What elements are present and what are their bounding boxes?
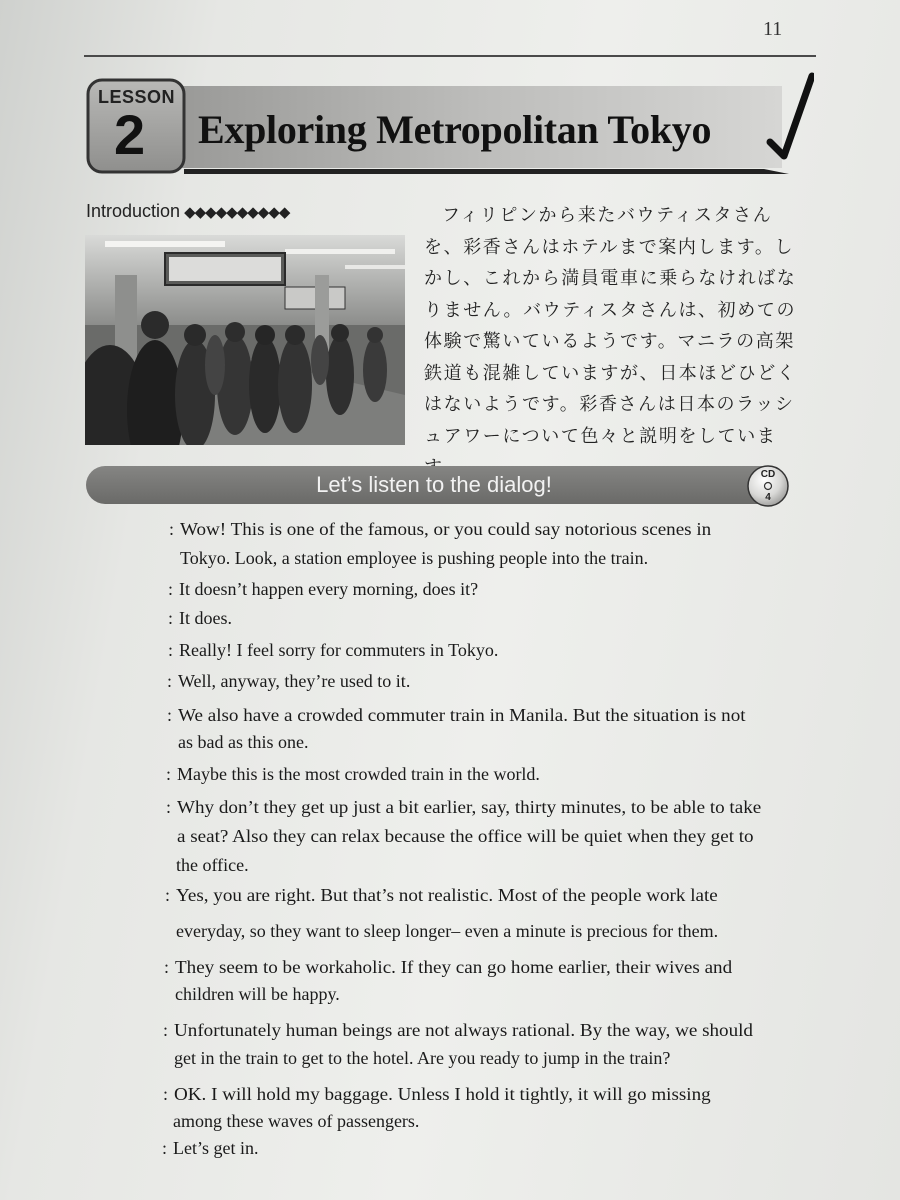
- introduction-heading: [86, 201, 289, 222]
- station-crowd-image: [85, 235, 405, 445]
- speaker-colon: :: [167, 705, 173, 725]
- speaker-colon: :: [166, 797, 172, 817]
- dialog-line: They seem to be workaholic. If they can go home earlier, their wives and: [175, 957, 733, 977]
- speaker-colon: :: [169, 519, 175, 539]
- dialog-line: the office.: [176, 855, 249, 875]
- dialog-line: Well, anyway, they’re used to it.: [178, 671, 411, 691]
- speaker-colon: :: [168, 608, 174, 628]
- dialog-line: Yes, you are right. But that’s not realistic. Most of the people work late: [176, 885, 718, 905]
- dialog-line: Wow! This is one of the famous, or you could say notorious scenes in: [180, 519, 712, 539]
- dialog-line: get in the train to get to the hotel. Are you ready to jump in the train?: [174, 1048, 671, 1068]
- speaker-colon: :: [163, 1084, 169, 1104]
- dialog-line: as bad as this one.: [178, 732, 309, 752]
- dialog-line: Really! I feel sorry for commuters in Tokyo.: [179, 640, 499, 660]
- speaker-colon: :: [167, 671, 173, 691]
- dialog-line: Tokyo. Look, a station employee is pushing people into the train.: [180, 548, 649, 568]
- cd-label: CD: [760, 469, 776, 480]
- speaker-colon: :: [162, 1138, 168, 1158]
- lesson-banner: [84, 72, 814, 180]
- speaker-colon: :: [165, 885, 171, 905]
- station-crowd-photo: [85, 235, 405, 445]
- page-number: 11: [763, 18, 783, 40]
- dialog-line: everyday, so they want to sleep longer– even a minute is precious for them.: [176, 921, 719, 941]
- lesson-number: 2: [114, 103, 146, 166]
- speaker-colon: :: [168, 579, 174, 599]
- speaker-colon: :: [166, 764, 172, 784]
- dialog-line: Unfortunately human beings are not always rational. By the way, we should: [174, 1020, 753, 1040]
- introduction-label: Introduction: [86, 201, 181, 221]
- cd-track-badge: [746, 464, 790, 508]
- diamond-decoration: ◆◆◆◆◆◆◆◆◆◆: [184, 204, 290, 221]
- speaker-colon: :: [163, 1020, 169, 1040]
- cd-track-number: 4: [765, 492, 771, 503]
- dialog-line: a seat? Also they can relax because the office will be quiet when they get to: [177, 826, 754, 846]
- dialog-line: It does.: [179, 608, 232, 628]
- dialog-line: among these waves of passengers.: [173, 1111, 420, 1131]
- dialog-line: We also have a crowded commuter train in Manila. But the situation is not: [178, 705, 746, 725]
- listen-title: Let’s listen to the dialog!: [316, 472, 552, 497]
- dialog-line: Maybe this is the most crowded train in the world.: [177, 764, 540, 784]
- lesson-title: Exploring Metropolitan Tokyo: [198, 107, 712, 152]
- header-rule: [84, 55, 816, 57]
- dialog-line: It doesn’t happen every morning, does it?: [179, 579, 479, 599]
- dialog-line: Let’s get in.: [173, 1138, 259, 1158]
- dialog-line: Why don’t they get up just a bit earlier, say, thirty minutes, to be able to take: [177, 797, 762, 817]
- introduction-text: フィリピンから来たバウティスタさんを、彩香さんはホテルまで案内します。しかし、これから満員電車に乗らなければなりません。バウティスタさんは、初めての体験で驚いているようです。マニラの高架鉄道も混雑していますが、日本ほどひどくはないようです。彩香さんは日本のラッシュアワーについて色々と説明をしていま: [424, 205, 797, 447]
- dialog-line: children will be happy.: [175, 984, 340, 1004]
- dialog-line: OK. I will hold my baggage. Unless I hold it tightly, it will go missing: [174, 1084, 711, 1104]
- listen-banner: [86, 466, 782, 504]
- lesson-label: LESSON: [98, 87, 176, 107]
- speaker-colon: :: [164, 957, 170, 977]
- speaker-colon: :: [168, 640, 174, 660]
